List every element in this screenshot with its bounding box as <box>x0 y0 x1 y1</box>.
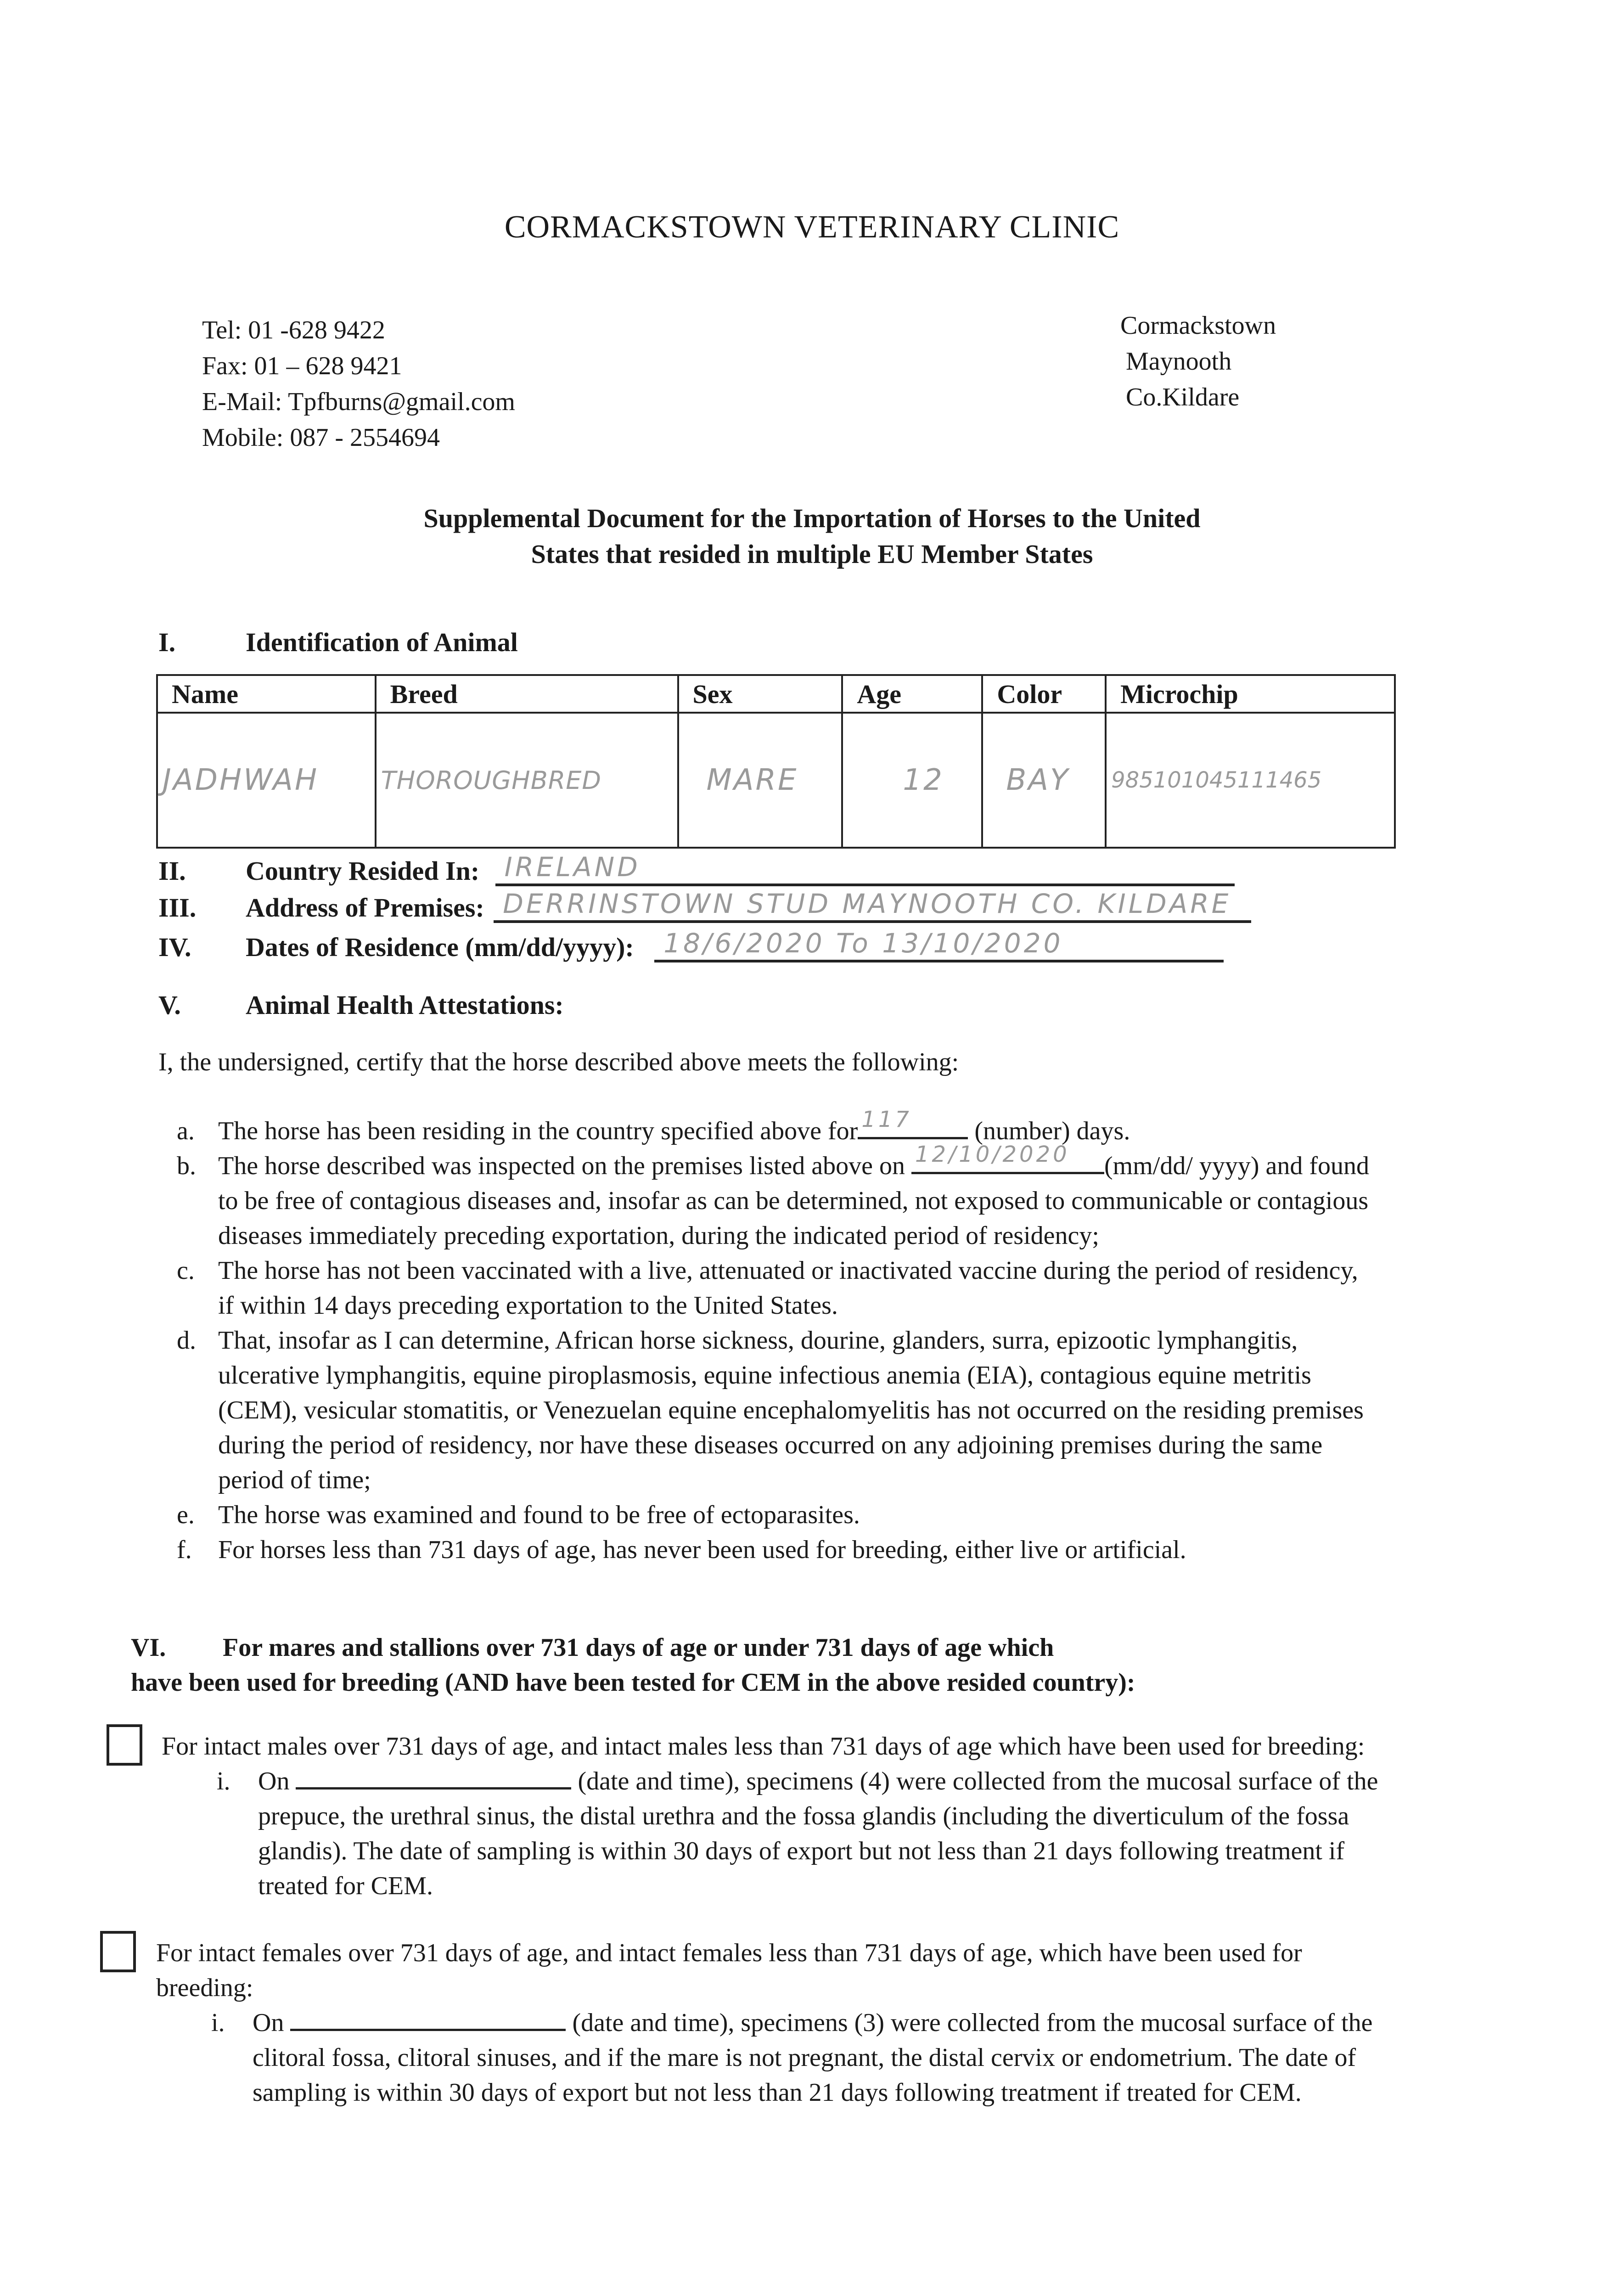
attestation-d <box>177 1323 1371 1497</box>
cell-name[interactable]: JADHWAH <box>157 713 376 848</box>
females-item-on: On <box>253 2009 284 2037</box>
address-premises-row <box>158 888 1251 929</box>
clinic-mobile: Mobile: 087 - 2554694 <box>202 423 440 452</box>
males-item-mark: i. <box>217 1767 230 1795</box>
clinic-fax: Fax: 01 – 628 9421 <box>202 352 402 380</box>
attestation-f-mark: f. <box>177 1536 192 1564</box>
inspection-date-value: 12/10/2020 <box>915 1142 1070 1167</box>
table-row <box>157 713 1395 848</box>
country-resided-value: IRELAND <box>504 851 641 883</box>
dates-residence-field[interactable] <box>654 928 1224 962</box>
attestation-a-text: The horse has been residing in the country specified above for <box>218 1117 858 1145</box>
column-header-sex: Sex <box>678 675 843 713</box>
attestation-b-rest: yyyy) and found to be free of contagious diseases and, insofar as can be determined, not exposed to communicable or contagious diseases immediately preceding exportation, during the indicated period of residency; <box>218 1152 1370 1250</box>
section-6-number: VI. <box>131 1633 166 1662</box>
males-block <box>162 1729 1392 1903</box>
section-3-number: III. <box>158 893 197 923</box>
cell-age[interactable]: 12 <box>842 713 982 848</box>
dates-residence-row <box>158 928 1224 968</box>
days-resided-field[interactable] <box>858 1107 968 1139</box>
attestation-f-text: For horses less than 731 days of age, has never been used for breeding, either live or artificial. <box>218 1536 1186 1564</box>
attestation-c-mark: c. <box>177 1256 195 1285</box>
section-2-number: II. <box>158 856 186 886</box>
days-resided-value: 117 <box>861 1107 912 1132</box>
attestation-a <box>177 1107 1371 1148</box>
clinic-address-line3: Co.Kildare <box>1126 383 1240 411</box>
attestation-c-text: The horse has not been vaccinated with a live, attenuated or inactivated vaccine during the period of residency, if within 14 days preceding exportation to the United States. <box>218 1256 1358 1320</box>
males-item-text: (date and time), specimens (4) were collected from the mucosal surface of the prepuce, the urethral sinus, the distal urethra and the fossa glandis (including the diverticulum of the fossa glandis). The date of sampling is within 30 days of export but not less than 21 days following treatment if treated for CEM. <box>258 1767 1378 1900</box>
section-6-title-line2: have been used for breeding (AND have been tested for CEM in the above resided country): <box>131 1668 1135 1697</box>
document-title <box>0 501 1624 572</box>
clinic-contact-block <box>202 312 515 456</box>
attestation-f <box>177 1532 1371 1567</box>
column-header-breed: Breed <box>376 675 678 713</box>
identification-table <box>156 674 1396 849</box>
males-item <box>217 1764 1392 1903</box>
inspection-date-field[interactable] <box>911 1142 1104 1174</box>
attestation-c <box>177 1253 1371 1323</box>
dates-residence-value: 18/6/2020 To 13/10/2020 <box>663 928 1063 959</box>
cell-sex[interactable]: MARE <box>678 713 843 848</box>
column-header-microchip: Microchip <box>1106 675 1395 713</box>
females-text: For intact females over 731 days of age, and intact females less than 731 days of age, which have been used for breeding: <box>156 1939 1302 2002</box>
section-6-heading <box>131 1630 1135 1700</box>
males-collection-date-field[interactable] <box>296 1765 571 1790</box>
country-resided-label: Country Resided In: <box>246 856 480 886</box>
males-checkbox[interactable] <box>107 1724 142 1766</box>
column-header-color: Color <box>982 675 1106 713</box>
females-collection-date-field[interactable] <box>290 2007 566 2031</box>
country-resided-row <box>158 851 1235 892</box>
clinic-address-block <box>1120 308 1276 415</box>
clinic-email: E-Mail: Tpfburns@gmail.com <box>202 388 515 416</box>
attestation-intro: I, the undersigned, certify that the horse described above meets the following: <box>158 1048 959 1076</box>
attestation-b-mark: b. <box>177 1152 196 1180</box>
clinic-address-line1: Cormackstown <box>1120 311 1276 340</box>
attestation-b-text: The horse described was inspected on the premises listed above on <box>218 1152 905 1180</box>
column-header-name: Name <box>157 675 376 713</box>
clinic-tel: Tel: 01 -628 9422 <box>202 316 385 344</box>
females-block <box>156 1936 1396 2110</box>
females-item-text: (date and time), specimens (3) were collected from the mucosal surface of the clitoral fossa, clitoral sinuses, and if the mare is not pregnant, the distal cervix or endometrium. The date of sampling is within 30 days of export but not less than 21 days following treatment if treated for CEM. <box>253 2009 1373 2107</box>
country-resided-field[interactable] <box>495 851 1235 886</box>
attestation-e <box>177 1497 1371 1532</box>
address-premises-label: Address of Premises: <box>246 893 484 923</box>
dates-residence-label: Dates of Residence (mm/dd/yyyy): <box>246 932 634 962</box>
attestation-e-mark: e. <box>177 1501 195 1529</box>
column-header-age: Age <box>842 675 982 713</box>
cell-color[interactable]: BAY <box>982 713 1106 848</box>
attestation-b-format: (mm/dd/ <box>1104 1152 1193 1180</box>
section-6-title-line1: For mares and stallions over 731 days of age or under 731 days of age which <box>223 1633 1054 1662</box>
females-item <box>211 2005 1396 2110</box>
section-5-heading <box>158 990 564 1020</box>
females-checkbox[interactable] <box>100 1931 136 1972</box>
document-title-line2: States that resided in multiple EU Member States <box>531 539 1093 569</box>
section-5-number: V. <box>158 990 181 1020</box>
address-premises-field[interactable] <box>494 888 1251 923</box>
section-1-heading <box>158 627 518 658</box>
attestation-e-text: The horse was examined and found to be free of ectoparasites. <box>218 1501 860 1529</box>
cell-microchip[interactable]: 985101045111465 <box>1106 713 1395 848</box>
clinic-address-line2: Maynooth <box>1126 347 1232 376</box>
attestation-b <box>177 1142 1371 1253</box>
males-text: For intact males over 731 days of age, and intact males less than 731 days of age which have been used for breeding: <box>162 1732 1365 1761</box>
attestation-a-suffix: (number) days. <box>974 1117 1130 1145</box>
males-item-on: On <box>258 1767 290 1795</box>
section-4-number: IV. <box>158 932 191 962</box>
females-item-mark: i. <box>211 2009 225 2037</box>
attestation-a-mark: a. <box>177 1117 195 1145</box>
attestation-list <box>177 1107 1371 1567</box>
section-1-title: Identification of Animal <box>246 627 518 657</box>
clinic-name: CORMACKSTOWN VETERINARY CLINIC <box>504 209 1120 245</box>
attestation-d-mark: d. <box>177 1326 196 1355</box>
address-premises-value: DERRINSTOWN STUD MAYNOOTH CO. KILDARE <box>503 888 1231 919</box>
section-5-title: Animal Health Attestations: <box>246 990 564 1020</box>
attestation-d-text: That, insofar as I can determine, African horse sickness, dourine, glanders, surra, epizootic lymphangitis, ulcerative lymphangitis, equine piroplasmosis, equine infectious anemia (EIA), contagious equine metritis (CEM), vesicular stomatitis, or Venezuelan equine encephalomyelitis has not occurred on the residing premises during the period of residency, nor have these diseases occurred on any adjoining premises during the same period of time; <box>218 1326 1364 1494</box>
document-title-line1: Supplemental Document for the Importation of Horses to the United <box>423 503 1201 533</box>
section-1-number: I. <box>158 627 176 657</box>
cell-breed[interactable]: THOROUGHBRED <box>376 713 678 848</box>
table-header-row <box>157 675 1395 713</box>
